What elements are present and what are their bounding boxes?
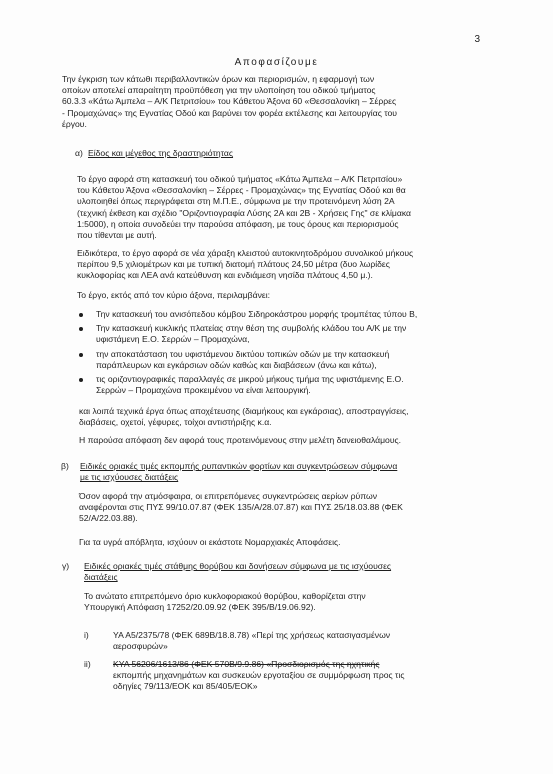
text-line: του Κάθετου Άξονα «Θεσσαλονίκη – Σέρρες - Προμαχώνας» της Εγνατίας Οδού και θα	[77, 185, 406, 196]
section-b-label: β)	[61, 461, 69, 471]
section-b-paragraph-1	[79, 491, 403, 525]
text-line: (τεχνική έκθεση και σχέδιο "Οριζοντιογραφία Λύσης 2Α και 2Β - Χρήσεις Γης" σε κλίμακα	[77, 207, 412, 218]
text-line: Την κατασκευή κυκλικής πλατείας στην θέση της συμβολής κλάδου του Α/Κ με την	[96, 323, 407, 334]
text-line: - Προμαχώνας» της Εγνατίας Οδού και βαρύνει τον φορέα εκτέλεσης και λειτουργίας του	[62, 107, 397, 118]
text-line: κυκλοφορίας και ΛΕΑ ανά κατεύθυνση και ενδιάμεση νησίδα πλάτους 4,50 μ.).	[77, 270, 373, 281]
text-line: περίπου 9,5 χιλιομέτρων και με τυπική διατομή πλάτους 24,50 μέτρα (δυο λωρίδες	[77, 259, 390, 270]
regulation-item-i	[113, 630, 390, 652]
list-item	[96, 323, 417, 345]
text-line: 60.3.3 «Κάτω Άμπελα – Α/Κ Πετριτσίου» του Κάθετου Άξονα 60 «Θεσσαλονίκη – Σέρρες	[62, 96, 397, 107]
section-c-title	[84, 561, 391, 583]
text-line: Την κατασκευή του ανισόπεδου κόμβου Σιδηροκάστρου μορφής τρομπέτας τύπου Β,	[96, 309, 418, 319]
text-line: διατάξεις	[84, 572, 118, 583]
section-a-paragraph-3	[79, 406, 408, 428]
text-line: Υπουργική Απόφαση 17252/20.09.92 (ΦΕΚ 395/Β/19.06.92).	[84, 602, 316, 613]
text-line: αναφέρονται στις ΠΥΣ 99/10.07.87 (ΦΕΚ 135/Α/28.07.87) και ΠΥΣ 25/18.03.88 (ΦΕΚ	[79, 502, 403, 513]
text-line: Το έργο αφορά στη κατασκευή του οδικού τμήματος «Κάτω Άμπελα – Α/Κ Πετριτσίου»	[77, 174, 403, 184]
list-item	[96, 374, 417, 396]
works-list	[96, 309, 417, 396]
text-line: που τίθενται με αυτή.	[77, 230, 157, 241]
text-line: 52/Α/22.03.88).	[79, 513, 138, 524]
text-line: Το ανώτατο επιτρεπόμενο όριο κυκλοφοριακού θορύβου, καθορίζεται στην	[84, 591, 366, 601]
section-a-label: α)	[75, 148, 83, 158]
text-line: υλοποιηθεί όπως περιγράφεται στη Μ.Π.Ε., σύμφωνα με την προτεινόμενη λύση 2Α	[77, 196, 395, 207]
text-line: την αποκατάσταση του υφιστάμενου δικτύου τοπικών οδών με την κατασκευή	[96, 348, 390, 359]
section-c-label: γ)	[62, 561, 70, 571]
text-line: Σερρών – Προμαχώνα προκειμένου να είναι λειτουργική.	[96, 385, 311, 396]
text-line: τις οριζοντιογραφικές παραλλαγές σε μικρού μήκους τμήμα της υφιστάμενης Ε.Ο.	[96, 374, 404, 385]
text-line: αεροσφυρών»	[113, 641, 168, 652]
page-number: 3	[474, 34, 480, 45]
regulation-item-ii	[113, 659, 405, 693]
section-a-paragraph-2	[77, 248, 413, 282]
text-line: υφιστάμενη Ε.Ο. Σερρών – Προμαχώνα,	[96, 334, 250, 345]
text-line: με τις ισχύουσες διατάξεις	[80, 472, 179, 483]
section-c-paragraph-1	[84, 591, 366, 613]
text-line: ΥΑ Α5/2375/78 (ΦΕΚ 689Β/18.8.78) «Περί της χρήσεως κατασιγασμένων	[113, 630, 391, 640]
item-number-i: i)	[84, 630, 89, 640]
text-line: Ειδικότερα, το έργο αφορά σε νέα χάραξη κλειστού αυτοκινητοδρόμου συνολικού μήκους	[77, 248, 414, 258]
section-a-title: Είδος και μέγεθος της δραστηριότητας	[88, 148, 234, 158]
text-line: Ειδικές οριακές τιμές στάθμης θορύβου και δονήσεων σύμφωνα με τις ισχύουσες	[84, 561, 392, 571]
text-line: και λοιπά τεχνικά έργα όπως αποχέτευσης (διαμήκους και εγκάρσιας), αποστραγγίσεις,	[79, 406, 409, 416]
includes-label: Το έργο, εκτός από τον κύριο άξονα, περιλαμβάνει:	[77, 290, 271, 300]
text-line: Την έγκριση των κάτωθι περιβαλλοντικών όρων και περιορισμών, η εφαρμογή των	[62, 74, 375, 84]
text-line: οδηγίες 79/113/ΕΟΚ και 85/405/ΕΟΚ»	[113, 681, 258, 692]
section-b-paragraph-2: Για τα υγρά απόβλητα, ισχύουν οι εκάστοτε Νομαρχιακές Αποφάσεις.	[79, 537, 341, 547]
section-a-paragraph-1	[77, 174, 411, 241]
text-line: έργου.	[62, 118, 87, 129]
item-number-ii: ii)	[84, 659, 91, 669]
text-line: 1:5000), η οποία συνοδεύει την παρούσα απόφαση, με τους όρους και περιορισμούς	[77, 218, 399, 229]
text-line: διαβάσεις, οχετοί, γέφυρες, τοίχοι αντιστήριξης κ.α.	[79, 417, 272, 428]
text-line: οποίων αποτελεί απαραίτητη προϋπόθεση για την υλοποίηση του οδικού τμήματος	[62, 85, 376, 96]
text-line: εκπομπής μηχανημάτων και συσκευών εργοταξίου σε συμμόρφωση προς τις	[113, 670, 405, 681]
list-item	[96, 349, 417, 371]
intro-paragraph	[62, 74, 397, 130]
list-item	[96, 309, 417, 320]
text-line: παράπλευρων και εγκάρσιων οδών καθώς και διαβάσεων (άνω και κάτω),	[96, 359, 377, 370]
text-line: Ειδικές οριακές τιμές εκπομπής ρυπαντικών φορτίων και συγκεντρώσεων σύμφωνα	[80, 461, 398, 471]
section-a-paragraph-4: Η παρούσα απόφαση δεν αφορά τους προτεινόμενους στην μελέτη δανειοθαλάμους.	[79, 435, 402, 445]
text-line: ΚΥΑ 56206/1613/86 (ΦΕΚ 570Β/9.9.86) «Προσδιορισμός της ηχητικής	[113, 659, 380, 669]
text-line: Όσον αφορά την ατμόσφαιρα, οι επιτρεπόμενες συγκεντρώσεις αερίων ρύπων	[79, 491, 378, 501]
page-heading: Αποφασίζουμε	[234, 57, 319, 68]
section-b-title	[80, 461, 397, 483]
